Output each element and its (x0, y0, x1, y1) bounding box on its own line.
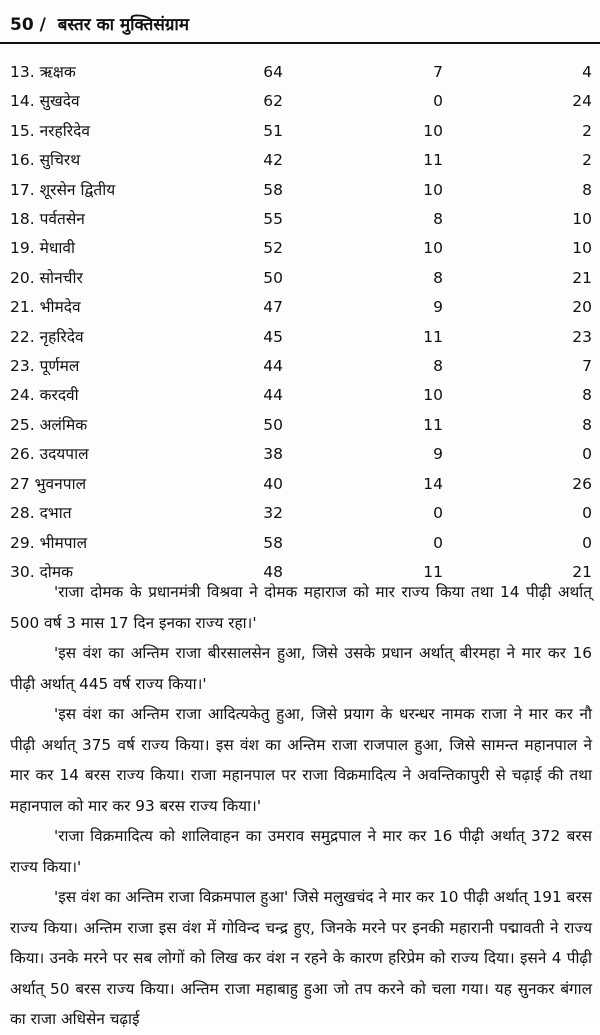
value-cell-2: 11 (423, 327, 443, 346)
value-cell-1: 40 (263, 474, 283, 493)
kings-table (10, 58, 592, 587)
kings-table-body (10, 58, 592, 587)
value-cell-2: 11 (423, 415, 443, 434)
value-cell-2: 0 (433, 504, 443, 523)
table-row (10, 58, 592, 87)
value-cell-3: 7 (582, 357, 592, 376)
prose-text (10, 577, 592, 1035)
paragraph: 'इस वंश का अन्तिम राजा विक्रमपाल हुआ' जिसे मलुखचंद ने मार कर 10 पीढ़ी अर्थात् 191 बरस राज्य किया। अन्तिम राजा इस वंश में गोविन्द चन्द्र हुए, जिनके मरने पर इनकी महारानी पद्मावती ने राज्य किया। उनके मरने पर सब लोगों को लिख कर वंश न रहने के कारण हरिप्रेम को राज्य दिया। इसने 4 पीढ़ी अर्थात् 50 बरस राज्य किया। अन्तिम राजा महाबाहु हुआ जो तप करने को चला गया। यह सुनकर बंगाल का राजा अधिसेन चढ़ाई (10, 888, 592, 1028)
value-cell-1: 45 (263, 327, 283, 346)
value-cell-1: 38 (263, 445, 283, 464)
table-row (10, 411, 592, 440)
king-name-cell: 19. मेधावी (10, 239, 76, 258)
king-name-cell: 17. शूरसेन द्वितीय (10, 180, 116, 199)
value-cell-3: 8 (582, 386, 592, 405)
value-cell-2: 10 (423, 180, 443, 199)
value-cell-3: 2 (582, 121, 592, 140)
value-cell-3: 24 (572, 92, 592, 111)
page-number: 50 / (10, 15, 46, 35)
value-cell-3: 0 (582, 445, 592, 464)
book-title: बस्तर का मुक्तिसंग्राम (57, 15, 189, 35)
table-row (10, 381, 592, 410)
king-name-cell: 24. करदवी (10, 386, 79, 405)
value-cell-1: 64 (263, 63, 283, 81)
king-name-cell: 30. दोमक (10, 562, 73, 581)
value-cell-1: 44 (263, 386, 283, 405)
value-cell-3: 10 (572, 210, 592, 229)
value-cell-2: 10 (423, 121, 443, 140)
king-name-cell: 22. नृहरिदेव (10, 327, 84, 346)
value-cell-3: 8 (582, 415, 592, 434)
value-cell-1: 52 (263, 239, 283, 258)
table-row (10, 529, 592, 558)
value-cell-2: 11 (423, 151, 443, 170)
table-row (10, 205, 592, 234)
value-cell-3: 21 (572, 562, 592, 581)
table-row (10, 440, 592, 469)
king-name-cell: 16. सुचिरथ (10, 151, 81, 170)
value-cell-2: 11 (423, 562, 443, 581)
value-cell-2: 10 (423, 386, 443, 405)
table-row (10, 470, 592, 499)
table-row (10, 323, 592, 352)
table-row (10, 352, 592, 381)
value-cell-3: 20 (572, 298, 592, 317)
table-row (10, 176, 592, 205)
value-cell-1: 51 (263, 121, 283, 140)
value-cell-1: 50 (263, 415, 283, 434)
value-cell-1: 47 (263, 298, 283, 317)
king-name-cell: 15. नरहरिदेव (10, 121, 90, 140)
value-cell-2: 9 (433, 445, 443, 464)
value-cell-3: 23 (572, 327, 592, 346)
value-cell-2: 9 (433, 298, 443, 317)
king-name-cell: 26. उदयपाल (10, 445, 89, 464)
king-name-cell: 14. सुखदेव (10, 92, 80, 111)
table-row (10, 87, 592, 116)
king-name-cell: 29. भीमपाल (10, 533, 88, 552)
king-name-cell: 18. पर्वतसेन (10, 210, 85, 229)
header-rule (0, 42, 600, 44)
king-name-cell: 20. सोनचीर (10, 268, 83, 287)
value-cell-1: 58 (263, 180, 283, 199)
table-row (10, 499, 592, 528)
value-cell-3: 4 (582, 63, 592, 81)
king-name-cell: 21. भीमदेव (10, 298, 81, 317)
king-name-cell: 23. पूर्णमल (10, 357, 80, 376)
table-row (10, 146, 592, 175)
paragraph: 'इस वंश का अन्तिम राजा बीरसालसेन हुआ, जिसे उसके प्रधान अर्थात् बीरमहा ने मार कर 16 पीढ़ी अर्थात् 445 वर्ष राज्य किया।' (10, 644, 592, 693)
value-cell-1: 42 (263, 151, 283, 170)
value-cell-3: 2 (582, 151, 592, 170)
value-cell-1: 44 (263, 357, 283, 376)
king-name-cell: 13. ऋक्षक (10, 63, 76, 81)
table-row (10, 117, 592, 146)
value-cell-3: 26 (572, 474, 592, 493)
value-cell-1: 62 (263, 92, 283, 111)
king-name-cell: 25. अलंमिक (10, 415, 88, 434)
value-cell-3: 8 (582, 180, 592, 199)
value-cell-2: 0 (433, 533, 443, 552)
value-cell-2: 8 (433, 357, 443, 376)
value-cell-2: 0 (433, 92, 443, 111)
value-cell-3: 10 (572, 239, 592, 258)
paragraph: 'राजा विक्रमादित्य को शालिवाहन का उमराव समुद्रपाल ने मार कर 16 पीढ़ी अर्थात् 372 बरस राज्य किया।' (10, 827, 592, 876)
running-header (10, 12, 189, 35)
value-cell-3: 21 (572, 268, 592, 287)
table-row (10, 234, 592, 263)
value-cell-2: 10 (423, 239, 443, 258)
value-cell-3: 0 (582, 533, 592, 552)
value-cell-2: 8 (433, 268, 443, 287)
value-cell-3: 0 (582, 504, 592, 523)
value-cell-1: 58 (263, 533, 283, 552)
value-cell-2: 8 (433, 210, 443, 229)
table-row (10, 293, 592, 322)
value-cell-1: 32 (263, 504, 283, 523)
value-cell-1: 55 (263, 210, 283, 229)
value-cell-2: 7 (433, 63, 443, 81)
king-name-cell: 28. दभात (10, 504, 72, 523)
paragraph: 'इस वंश का अन्तिम राजा आदित्यकेतु हुआ, जिसे प्रयाग के धरन्धर नामक राजा ने मार कर नौ पीढ़ी अर्थात् 375 वर्ष राज्य किया। इस वंश का अन्तिम राजा राजपाल हुआ, जिसे सामन्त महानपाल ने मार कर 14 बरस राज्य किया। राजा महानपाल पर राजा विक्रमादित्य ने अवन्तिकापुरी से चढ़ाई की तथा महानपाल को मार कर 93 बरस राज्य किया।' (10, 705, 592, 815)
value-cell-1: 48 (263, 562, 283, 581)
paragraph: 'राजा दोमक के प्रधानमंत्री विश्रवा ने दोमक महाराज को मार राज्य किया तथा 14 पीढ़ी अर्थात् 500 वर्ष 3 मास 17 दिन इनका राज्य रहा।' (10, 583, 592, 632)
value-cell-2: 14 (423, 474, 443, 493)
table-row (10, 264, 592, 293)
value-cell-1: 50 (263, 268, 283, 287)
king-name-cell: 27 भुवनपाल (10, 474, 87, 493)
